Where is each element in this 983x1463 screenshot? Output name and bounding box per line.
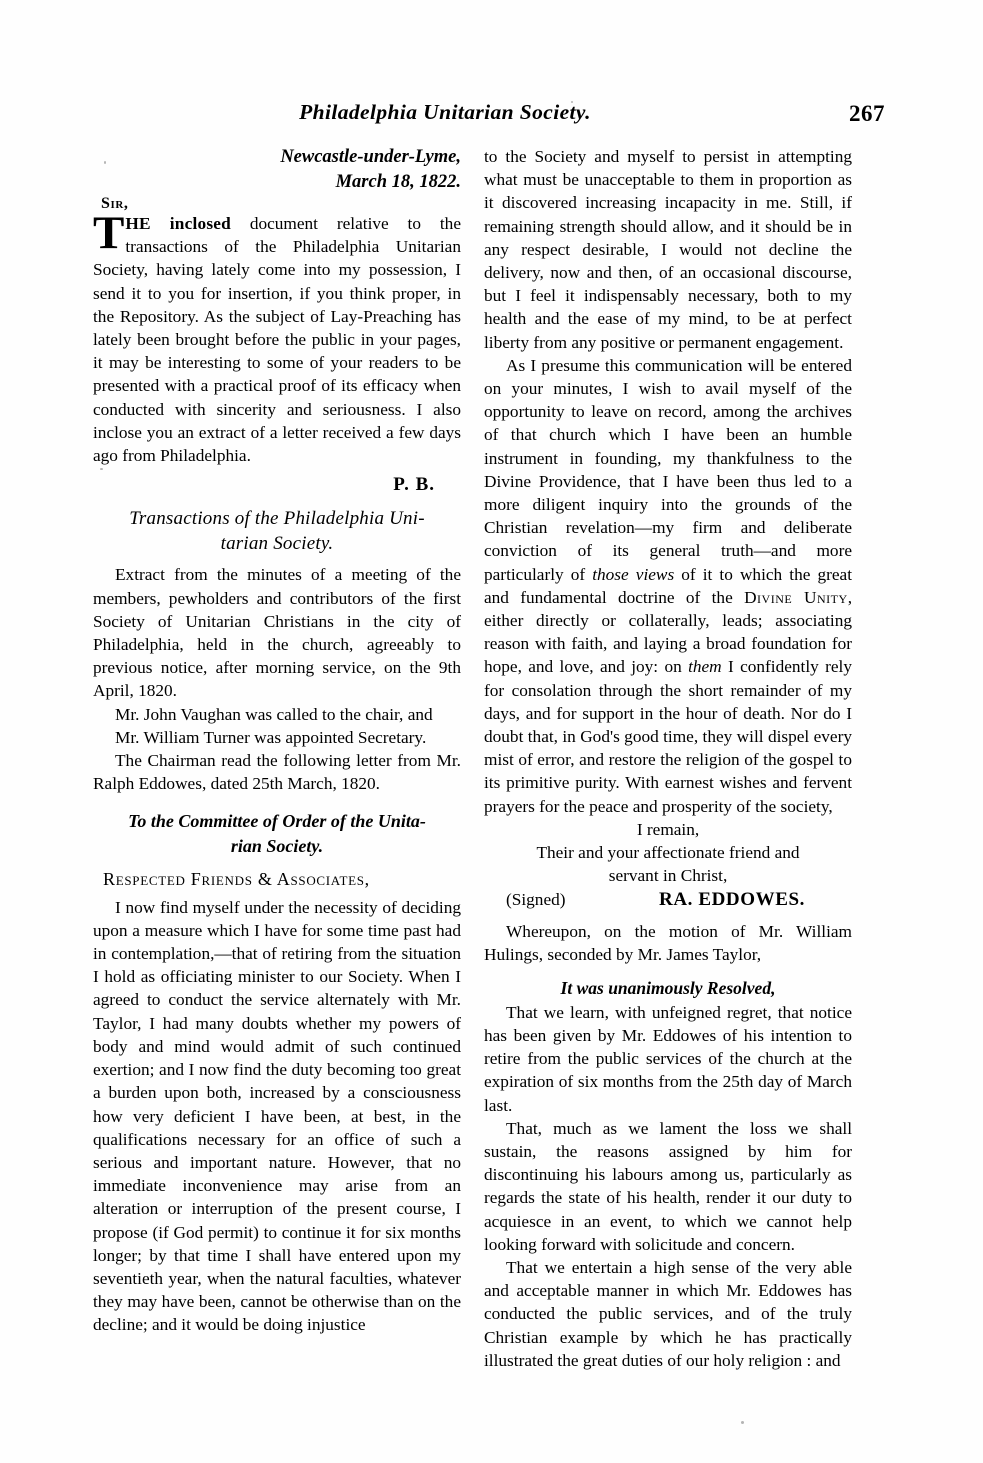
presume-text-c: , either directly or collaterally, leads; associating reason with faith, and laying a broad foundation for hope, and love, and joy: on (484, 587, 853, 677)
signature-name: RA. EDDOWES. (659, 888, 806, 910)
addressee-line-2: rian Society. (230, 836, 324, 857)
running-head (95, 100, 885, 134)
scan-speck (104, 161, 106, 164)
dateline-date: March 18, 1822. (335, 172, 461, 192)
scan-speck (100, 468, 103, 470)
secretary-paragraph: Mr. William Turner was appointed Secretary. (115, 727, 427, 747)
dateline-place: Newcastle-under-Lyme, (280, 147, 461, 167)
closing-line-3: servant in Christ, (608, 865, 728, 885)
section-heading-line-2: tarian Society. (220, 533, 334, 555)
spacer (484, 911, 852, 920)
left-column (93, 145, 461, 1337)
closing-line-1: I remain, (636, 819, 700, 839)
resolution-paragraph-2: That, much as we lament the loss we shall sustain, the reasons assigned by him for discontinuing his labours among us, particularly as regards the state of his health, render it our duty to acquiesce in an event, to which we cannot help looking forward with solicitude and concern. (484, 1118, 852, 1254)
closing-line-2: Their and your affectionate friend and (536, 842, 800, 862)
resolved-heading: It was unanimously Resolved, (560, 977, 776, 998)
chairman-paragraph: The Chairman read the following letter from Mr. Ralph Eddowes, dated 25th March, 1820. (93, 751, 461, 794)
right-column (484, 145, 852, 1372)
presume-text-b: of it to which the great and fundamental doctrine of the (484, 564, 853, 607)
addressee-line-1: To the Committee of Order of the Unita- (128, 811, 426, 832)
page-number: 267 (849, 101, 885, 126)
extract-paragraph: Extract from the minutes of a meeting of the members, pewholders and contributors of the first Society of Unitarian Christians in the city of Philadelphia, held in the church, agreeably to previous notice, after morning service, on the 9th April, 1820. (93, 565, 461, 701)
signed-label: (Signed) (506, 889, 566, 909)
whereupon-paragraph: Whereupon, on the motion of Mr. William Hulings, seconded by Mr. James Taylor, (484, 922, 852, 965)
opening-lead-words: HE inclosed (125, 214, 231, 233)
opening-body-text: document relative to the transactions of the Philadelphia Unitarian Society, having lately come into my possession, I send it to you for insertion, if you think proper, in the Repository. As the subject of Lay-Preaching has lately been brought before the public in your pages, it may be interesting to some of your readers to be presented with a practical proof of its efficacy when conducted with sincerity and seriousness. I also inclose you an extract of a letter received a few days ago from Philadelphia. (93, 214, 461, 466)
presume-smallcaps-divine-unity: Divine Unity (744, 587, 848, 607)
section-heading (93, 506, 461, 556)
scan-speck (457, 1235, 459, 1237)
presume-text-d: I confidently rely for consolation through the short remainder of my days, and for support in the hour of death. Nor do I doubt that, in God's good time, they will dispel every mist of error, and restore the religion of the gospel to its primitive purity. With earnest wishes and fervent prayers for the peace and prosperity of the society, (484, 657, 852, 816)
respected-friends-line: Respected Friends & Associates, (103, 869, 370, 890)
section-heading-line-1: Transactions of the Philadelphia Uni- (129, 508, 425, 530)
resolution-paragraph-3: That we entertain a high sense of the very able and acceptable manner in which Mr. Eddowes has conducted the public services, and of the truly Christian example by which he has practically illustrated the great duties of our holy religion : and (484, 1257, 852, 1370)
presume-italic-them: them (688, 657, 722, 677)
scan-speck (741, 1421, 744, 1424)
scan-speck (571, 101, 573, 103)
opening-paragraph (93, 207, 461, 467)
letter-addressee (93, 809, 461, 859)
presume-italic-those-views: those views (592, 564, 675, 584)
running-head-title: Philadelphia Unitarian Society. (299, 100, 591, 124)
author-initials: P. B. (393, 474, 435, 496)
drop-cap-letter: T (93, 207, 125, 259)
signature-row (484, 888, 852, 911)
continuation-paragraph: to the Society and myself to persist in attempting what must be unacceptable to them in proportion as it discovered increasing incapacity in me. Still, if remaining strength should allow, and it should be in any respect desirable, I would not decline the delivery, now and then, of an occasional discourse, but I feel it indispensably necessary, both to my health and the ease of my mind, to be at perfect liberty from any positive or permanent engagement. (484, 147, 852, 352)
chair-paragraph: Mr. John Vaughan was called to the chair, and (115, 704, 433, 724)
letter-body-paragraph: I now find myself under the necessity of deciding upon a measure which I have for some time past had in contemplation,—that of retiring from the situation I hold as officiating minister to our Society. When I agreed to conduct the service alternately with Mr. Taylor, I had many doubts whether my powers of body and mind would admit of such continued exertion; and I now find the duty becoming too great a burden upon both, increased by a consciousness how very deficient I have been, at best, in the qualifications necessary for an office of such a serious and important nature. However, that no immediate inconvenience may arise from an alteration or interruption of the present course, I propose (if God permit) to continue it for six months longer; by that time I shall have entered upon my seventieth year, when the natural faculties, whatever they may have been, cannot be otherwise than on the decline; and it would be doing injustice (93, 897, 461, 1335)
salutation: Sir, (101, 195, 129, 212)
resolution-paragraph-1: That we learn, with unfeigned regret, that notice has been given by Mr. Eddowes of his intention to retire from the public services of the church at the expiration of six months from the 25th day of March last. (484, 1002, 852, 1115)
presume-paragraph (484, 354, 852, 818)
presume-text-a: As I presume this communication will be entered on your minutes, I wish to avail myself of the opportunity to leave on record, among the archives of that church which I have been an humble instrument in founding, my thankfulness to the Divine Providence, that I have been thus led to a more diligent inquiry into the grounds of the Christian revelation—my firm and deliberate conviction of its general truth—and more particularly of (484, 355, 852, 584)
